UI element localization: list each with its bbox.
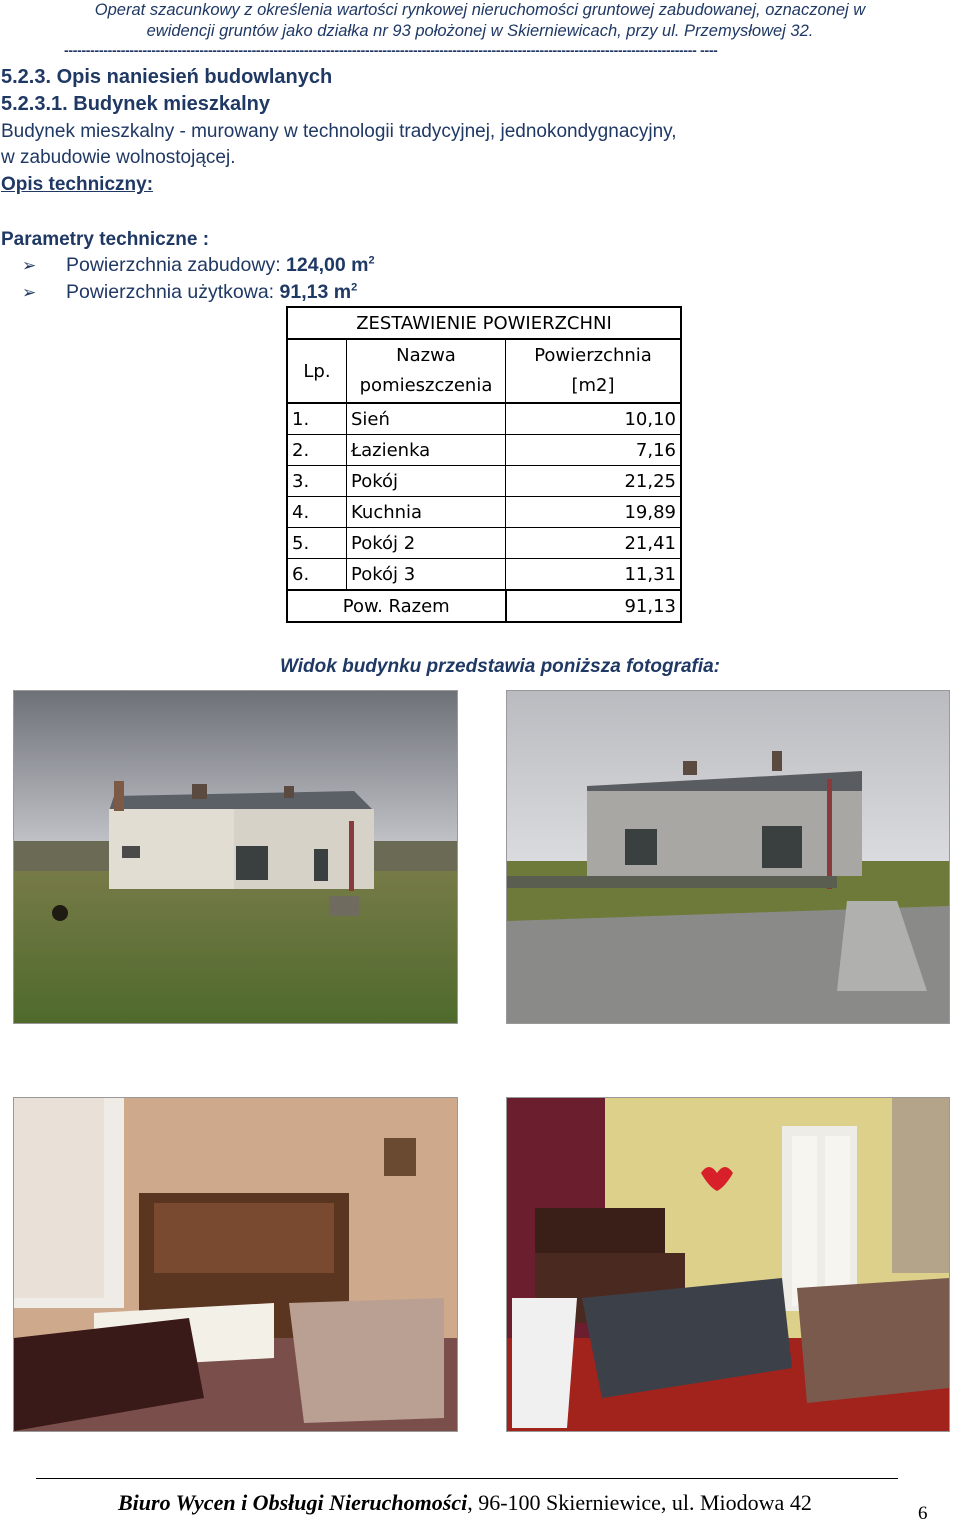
table-row bbox=[287, 435, 681, 466]
column-header-area-line-1: Powierzchnia bbox=[534, 345, 652, 366]
area-summary-table bbox=[286, 306, 682, 623]
table-row bbox=[287, 466, 681, 497]
page-number: 6 bbox=[918, 1503, 928, 1524]
footer-address: , 96-100 Skierniewice, ul. Miodowa 42 bbox=[467, 1490, 812, 1515]
row-room-name: Kuchnia bbox=[347, 497, 506, 528]
bullet-value: 91,13 m bbox=[279, 281, 352, 303]
row-lp: 1. bbox=[287, 403, 347, 435]
interior-image-1 bbox=[14, 1098, 457, 1431]
row-room-name: Pokój bbox=[347, 466, 506, 497]
row-room-name: Łazienka bbox=[347, 435, 506, 466]
row-room-name: Sień bbox=[347, 403, 506, 435]
subsection-heading: 5.2.3.1. Budynek mieszkalny bbox=[1, 93, 271, 115]
photo-interior-2 bbox=[506, 1097, 950, 1432]
total-value: 91,13 bbox=[506, 590, 682, 622]
photo-building-exterior-2 bbox=[506, 690, 950, 1024]
table-title: ZESTAWIENIE POWIERZCHNI bbox=[287, 307, 681, 339]
interior-image-2 bbox=[507, 1098, 949, 1431]
technical-description-heading: Opis techniczny: bbox=[1, 174, 154, 195]
row-area: 10,10 bbox=[506, 403, 682, 435]
row-area: 21,25 bbox=[506, 466, 682, 497]
row-lp: 2. bbox=[287, 435, 347, 466]
footer-divider bbox=[36, 1478, 898, 1479]
column-header-room-name-line-2: pomieszczenia bbox=[359, 375, 493, 396]
bullet-label: Powierzchnia użytkowa: bbox=[66, 281, 280, 303]
bullet-built-area bbox=[22, 254, 375, 277]
document-header-line-1: Operat szacunkowy z określenia wartości rynkowej nieruchomości gruntowej zabudowanej, oznaczonej w bbox=[94, 1, 866, 19]
footer bbox=[118, 1490, 812, 1516]
table-row bbox=[287, 559, 681, 591]
table-row bbox=[287, 528, 681, 559]
row-area: 21,41 bbox=[506, 528, 682, 559]
photo-caption: Widok budynku przedstawia poniższa fotografia: bbox=[279, 656, 721, 677]
bullet-unit-exponent: 2 bbox=[351, 281, 358, 294]
column-header-room-name bbox=[347, 339, 506, 403]
footer-company: Biuro Wycen i Obsługi Nieruchomości bbox=[118, 1490, 468, 1515]
row-area: 7,16 bbox=[506, 435, 682, 466]
building-description-line-1: Budynek mieszkalny - murowany w technologii tradycyjnej, jednokondygnacyjny, bbox=[1, 121, 677, 142]
arrow-bullet-icon: ➢ bbox=[22, 283, 37, 302]
table-row bbox=[287, 497, 681, 528]
column-header-room-name-line-1: Nazwa bbox=[396, 345, 456, 366]
column-header-lp: Lp. bbox=[287, 339, 347, 403]
row-area: 11,31 bbox=[506, 559, 682, 591]
technical-parameters-heading: Parametry techniczne : bbox=[1, 229, 210, 250]
bullet-label: Powierzchnia zabudowy: bbox=[66, 254, 287, 276]
bullet-value: 124,00 m bbox=[286, 254, 369, 276]
photo-building-exterior-1 bbox=[13, 690, 458, 1024]
column-header-area-line-2: [m2] bbox=[571, 375, 615, 396]
row-lp: 3. bbox=[287, 466, 347, 497]
row-room-name: Pokój 3 bbox=[347, 559, 506, 591]
row-lp: 6. bbox=[287, 559, 347, 591]
row-area: 19,89 bbox=[506, 497, 682, 528]
photo-interior-1 bbox=[13, 1097, 458, 1432]
row-room-name: Pokój 2 bbox=[347, 528, 506, 559]
row-lp: 5. bbox=[287, 528, 347, 559]
document-header-line-2: ewidencji gruntów jako działka nr 93 położonej w Skierniewicach, przy ul. Przemysłowej 32. bbox=[146, 22, 814, 40]
section-heading: 5.2.3. Opis naniesień budowlanych bbox=[1, 66, 333, 88]
building-exterior-image-1 bbox=[14, 691, 457, 1023]
building-exterior-image-2 bbox=[507, 691, 949, 1023]
table-row bbox=[287, 403, 681, 435]
bullet-unit-exponent: 2 bbox=[368, 254, 375, 267]
total-label: Pow. Razem bbox=[287, 590, 506, 622]
header-separator: ------------------------------------------------------------------------------------------------------------------------------------------------- ---- bbox=[64, 42, 718, 58]
building-description-line-2: w zabudowie wolnostojącej. bbox=[1, 147, 236, 168]
row-lp: 4. bbox=[287, 497, 347, 528]
column-header-area bbox=[506, 339, 682, 403]
bullet-usable-area bbox=[22, 281, 357, 304]
arrow-bullet-icon: ➢ bbox=[22, 256, 37, 275]
